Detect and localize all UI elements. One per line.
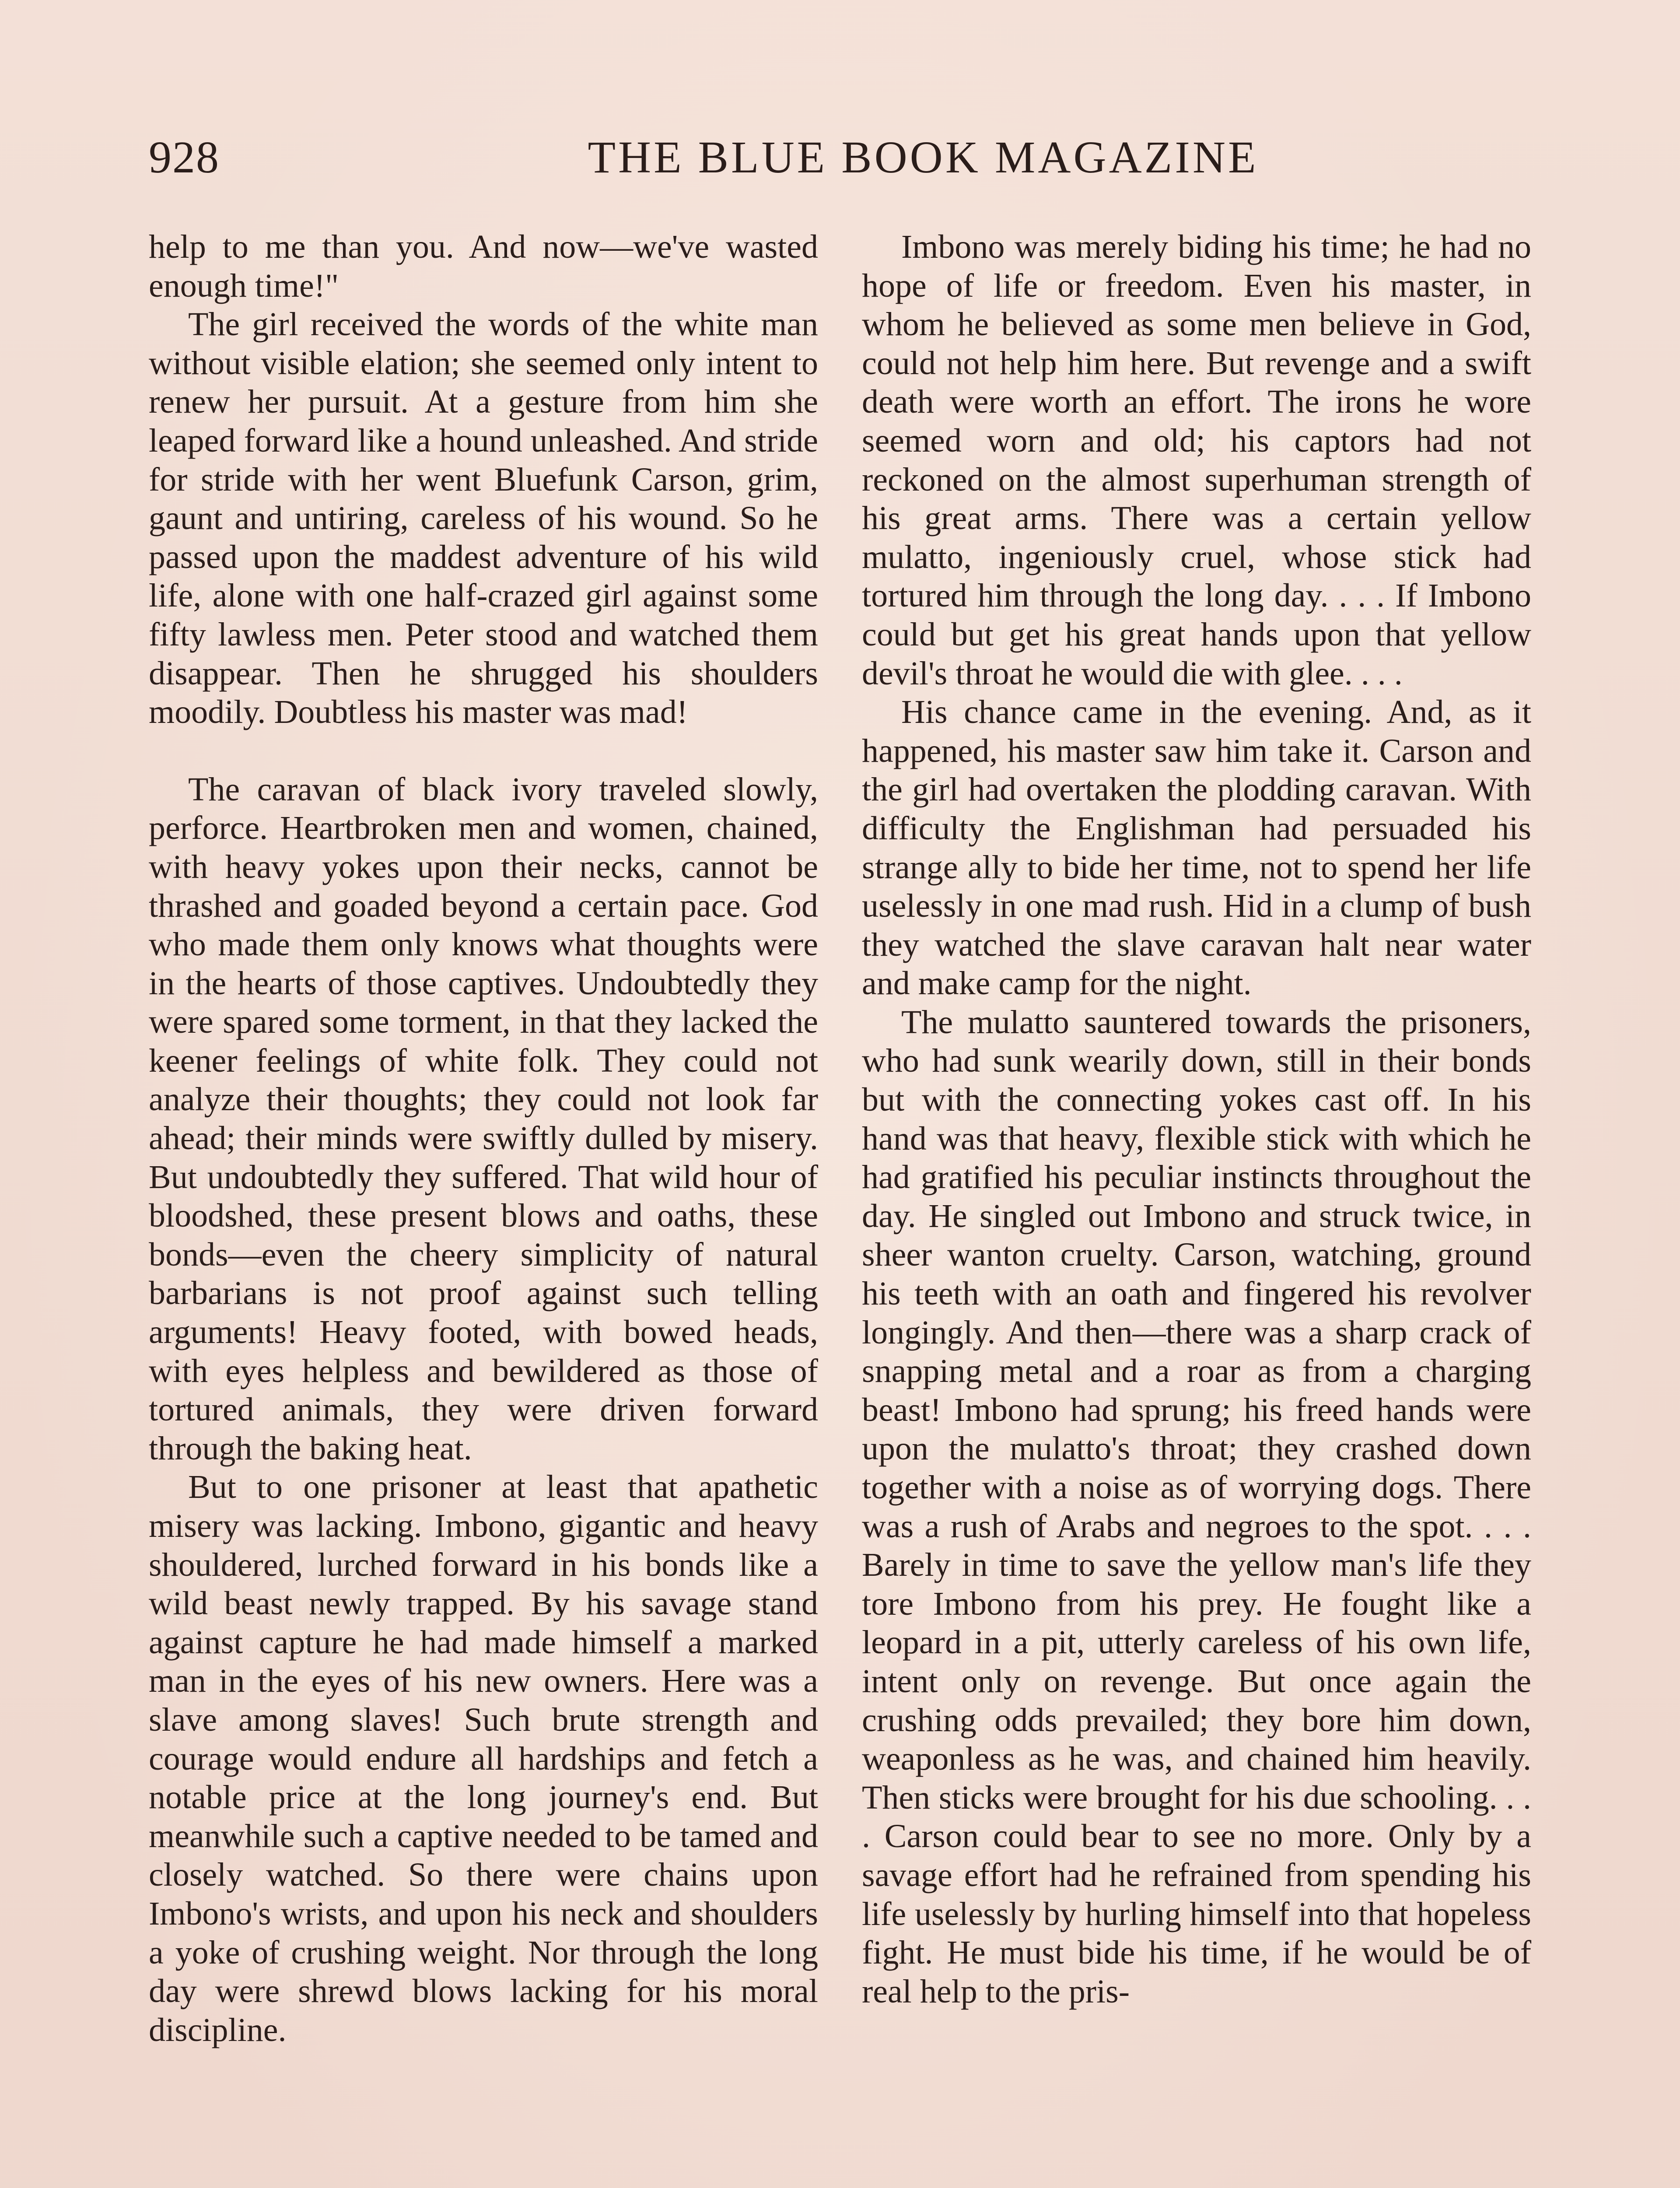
- page-number: 928: [149, 132, 220, 182]
- paragraph: Imbono was merely biding his time; he had no hope of life or freedom. Even his master, in whom he believed as some men believe in God, could not help him here. But revenge and a swift death were worth an effort. The irons he wore seemed worn and old; his captors had not reckoned on the almost superhuman strength of his great arms. There was a certain yellow mulatto, ingeniously cruel, whose stick had tortured him through the long day. . . . If Imbono could but get his great hands upon that yellow devil's throat he would die with glee. . . .: [862, 228, 1531, 692]
- left-column: [149, 228, 818, 2049]
- paragraph: But to one prisoner at least that apathetic misery was lacking. Imbono, gigantic and heavy shouldered, lurched forward in his bonds like a wild beast newly trapped. By his savage stand against capture he had made himself a marked man in the eyes of his new owners. Here was a slave among slaves! Such brute strength and courage would endure all hardships and fetch a notable price at the long journey's end. But meanwhile such a captive needed to be tamed and closely watched. So there were chains upon Imbono's wrists, and upon his neck and shoulders a yoke of crushing weight. Nor through the long day were shrewd blows lacking for his moral discipline.: [149, 1469, 818, 2048]
- paragraph: The girl received the words of the white man without visible elation; she seemed only intent to renew her pursuit. At a gesture from him she leaped forward like a hound unleashed. And stride for stride with her went Bluefunk Carson, grim, gaunt and untiring, careless of his wound. So he passed upon the maddest adventure of his wild life, alone with one half-crazed girl against some fifty lawless men. Peter stood and watched them disappear. Then he shrugged his shoulders moodily. Doubtless his master was mad!: [149, 306, 818, 731]
- paragraph: The caravan of black ivory traveled slowly, perforce. Heartbroken men and women, chained, with heavy yokes upon their necks, cannot be thrashed and goaded beyond a certain pace. God who made them only knows what thoughts were in the hearts of those captives. Undoubtedly they were spared some torment, in that they lacked the keener feelings of white folk. They could not analyze their thoughts; they could not look far ahead; their minds were swiftly dulled by misery. But undoubtedly they suffered. That wild hour of bloodshed, these present blows and oaths, these bonds—even the cheery simplicity of natural barbarians is not proof against such telling arguments! Heavy footed, with bowed heads, with eyes helpless and bewildered as those of tortured animals, they were driven forward through the baking heat.: [149, 771, 818, 1467]
- page-header: [149, 127, 1540, 188]
- right-column: [862, 228, 1531, 2011]
- paragraph: help to me than you. And now—we've wasted enough time!": [149, 228, 818, 304]
- paragraph: His chance came in the evening. And, as it happened, his master saw him take it. Carson and the girl had overtaken the plodding caravan. With difficulty the Englishman had persuaded his strange ally to bide her time, not to spend her life uselessly in one mad rush. Hid in a clump of bush they watched the slave caravan halt near water and make camp for the night.: [862, 694, 1531, 1002]
- paragraph: The mulatto sauntered towards the prisoners, who had sunk wearily down, still in their bonds but with the connecting yokes cast off. In his hand was that heavy, flexible stick with which he had gratified his peculiar instincts throughout the day. He singled out Imbono and struck twice, in sheer wanton cruelty. Carson, watching, ground his teeth with an oath and fingered his revolver longingly. And then—there was a sharp crack of snapping metal and a roar as from a charging beast! Imbono had sprung; his freed hands were upon the mulatto's throat; they crashed down together with a noise as of worrying dogs. There was a rush of Arabs and negroes to the spot. . . . Barely in time to save the yellow man's life they tore Imbono from his prey. He fought like a leopard in a pit, utterly careless of his own life, intent only on revenge. But once again the crushing odds prevailed; they bore him down, weaponless as he was, and chained him heavily. Then sticks were brought for his due schooling. . . . Carson could bear to see no more. Only by a savage effort had he refrained from spending his life uselessly by hurling himself into that hopeless fight. He must bide his time, if he would be of real help to the pris-: [862, 1003, 1531, 2010]
- running-title: THE BLUE BOOK MAGAZINE: [588, 132, 1259, 182]
